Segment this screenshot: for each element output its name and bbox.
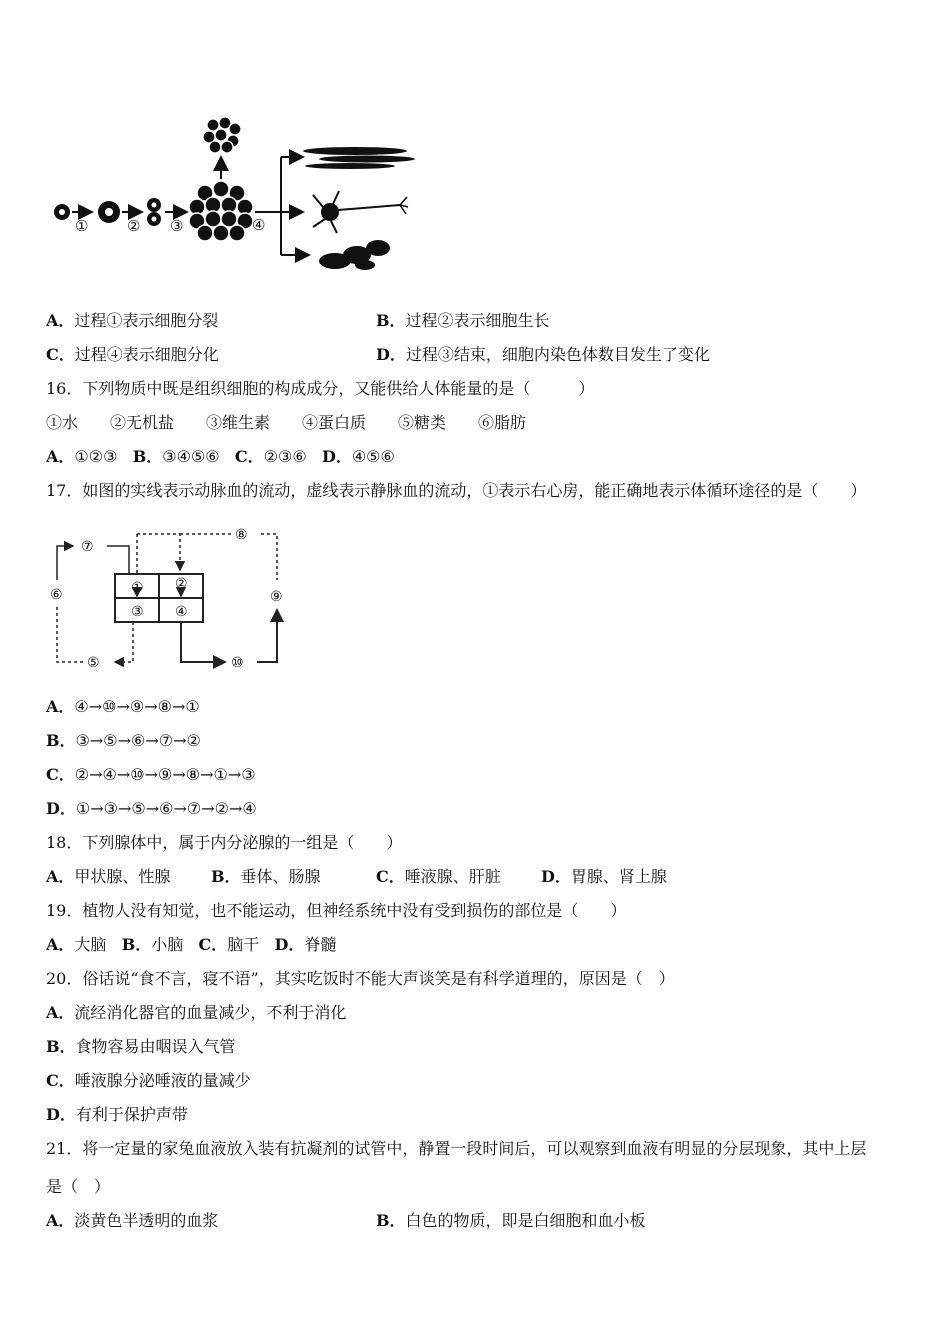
option-key: A． — [46, 935, 75, 954]
option-key: C． — [234, 447, 264, 466]
option-text: ③④⑤⑥ — [162, 447, 220, 466]
option-key: C． — [46, 765, 75, 784]
option-key: A． — [46, 311, 75, 330]
option-key: C． — [198, 935, 228, 954]
chamber-3-label: ③ — [131, 604, 144, 620]
neuron-icon — [313, 191, 408, 233]
option-text: 脑干 — [227, 935, 260, 954]
option-key: D． — [376, 345, 406, 364]
q18-stem: 18．下列腺体中，属于内分泌腺的一组是（ ） — [46, 833, 403, 852]
q19-option-a[interactable] — [46, 935, 106, 954]
option-text: 唾液腺、肝脏 — [404, 867, 501, 886]
option-text: 流经消化器官的血量减少，不利于消化 — [74, 1003, 347, 1022]
muscle-tissue-icon — [303, 147, 415, 169]
q18-option-c[interactable] — [376, 867, 501, 887]
option-key: B． — [211, 867, 241, 886]
option-text: 淡黄色半透明的血浆 — [74, 1211, 219, 1230]
option-key: B． — [376, 311, 406, 330]
vessel-9-label: ⑨ — [270, 589, 283, 605]
q16-option-b[interactable] — [133, 447, 220, 466]
q20-option-b[interactable] — [46, 1037, 236, 1057]
option-text: ①→③→⑤→⑥→⑦→②→④ — [75, 799, 257, 818]
option-key: A． — [46, 697, 75, 716]
option-text: 有利于保护声带 — [75, 1105, 188, 1124]
two-cells-icon — [147, 198, 161, 226]
option-key: C． — [376, 867, 405, 886]
q21-stem-line-1: 21．将一定量的家兔血液放入装有抗凝剂的试管中，静置一段时间后，可以观察到血液有明显的分层现象，其中上层 — [46, 1139, 867, 1158]
chamber-2-label: ② — [175, 576, 188, 592]
option-text: 大脑 — [74, 935, 107, 954]
q16-option-a[interactable] — [46, 447, 117, 466]
option-text: 甲状腺、性腺 — [74, 867, 171, 886]
option-text: ④→⑩→⑨→⑧→① — [74, 697, 200, 716]
q18-option-a[interactable] — [46, 867, 170, 887]
q17-option-b[interactable] — [46, 731, 201, 751]
single-cell-icon — [54, 204, 70, 220]
q15-option-c[interactable] — [46, 345, 219, 365]
q20-stem: 20．俗话说“食不言，寝不语”，其实吃饭时不能大声谈笑是有科学道理的，原因是（ ） — [46, 969, 675, 988]
option-key: D． — [46, 1105, 76, 1124]
q21-option-a[interactable] — [46, 1211, 218, 1231]
q17-option-d[interactable] — [46, 799, 257, 819]
option-key: D． — [321, 447, 352, 466]
option-key: A． — [46, 447, 75, 466]
tissue-cluster-icon — [203, 117, 241, 153]
vessel-7-label: ⑦ — [81, 539, 94, 555]
option-key: A． — [46, 1003, 75, 1022]
option-text: 食物容易由咽误入气管 — [75, 1037, 236, 1056]
option-key: D． — [46, 799, 76, 818]
option-text: ①②③ — [74, 447, 118, 466]
heart-chambers — [115, 574, 203, 622]
chamber-4-label: ④ — [175, 604, 188, 620]
q17-option-a[interactable] — [46, 697, 200, 717]
option-text: 过程①表示细胞分裂 — [74, 311, 219, 330]
q16-items: ①水 ②无机盐 ③维生素 ④蛋白质 ⑤糖类 ⑥脂肪 — [46, 413, 527, 432]
q15-option-a[interactable] — [46, 311, 218, 331]
option-text: 唾液腺分泌唾液的量减少 — [74, 1071, 251, 1090]
q15-option-b[interactable] — [376, 311, 550, 331]
q18-option-b[interactable] — [211, 867, 321, 887]
step-4-label: ④ — [252, 216, 266, 234]
q19-option-b[interactable] — [122, 935, 184, 954]
option-text: ③→⑤→⑥→⑦→② — [75, 731, 201, 750]
q16-options — [46, 447, 395, 467]
q20-option-d[interactable] — [46, 1105, 188, 1125]
q19-options — [46, 935, 336, 955]
q19-stem: 19．植物人没有知觉，也不能运动，但神经系统中没有受到损伤的部位是（ ） — [46, 901, 627, 920]
q20-option-a[interactable] — [46, 1003, 346, 1023]
option-text: 胃腺、肾上腺 — [570, 867, 667, 886]
option-text: 白色的物质，即是白细胞和血小板 — [405, 1211, 646, 1230]
option-text: 小脑 — [151, 935, 184, 954]
vessel-8-label: ⑧ — [235, 527, 248, 543]
q16-stem: 16．下列物质中既是组织细胞的构成成分，又能供给人体能量的是（ ） — [46, 379, 595, 398]
option-key: C． — [46, 1071, 75, 1090]
option-key: C． — [46, 345, 75, 364]
cell-process-figure — [45, 115, 425, 275]
step-1-label: ① — [75, 217, 89, 235]
cell-mass-icon — [189, 181, 253, 241]
option-key: B． — [121, 935, 152, 954]
q20-option-c[interactable] — [46, 1071, 251, 1091]
q19-option-d[interactable] — [275, 935, 337, 954]
chamber-1-label: ① — [131, 580, 144, 596]
option-text: ④⑤⑥ — [351, 447, 395, 466]
step-3-label: ③ — [170, 217, 184, 235]
q17-option-c[interactable] — [46, 765, 256, 785]
q15-option-d[interactable] — [376, 345, 710, 365]
option-text: 脊髓 — [304, 935, 337, 954]
q19-option-c[interactable] — [199, 935, 260, 954]
option-text: 过程④表示细胞分化 — [74, 345, 219, 364]
option-key: B． — [46, 731, 76, 750]
option-text: 过程③结束，细胞内染色体数目发生了变化 — [405, 345, 710, 364]
option-text: 过程②表示细胞生长 — [405, 311, 550, 330]
vessel-5-label: ⑤ — [87, 655, 100, 671]
q18-option-d[interactable] — [541, 867, 667, 887]
option-key: B． — [46, 1037, 76, 1056]
circulation-diagram — [45, 524, 295, 676]
grown-cell-icon — [98, 201, 120, 223]
q17-stem: 17．如图的实线表示动脉血的流动，虚线表示静脉血的流动，①表示右心房，能正确地表示体循环途径的是（ ） — [46, 481, 867, 500]
q16-option-d[interactable] — [322, 447, 395, 466]
option-key: D． — [541, 867, 571, 886]
step-2-label: ② — [127, 217, 141, 235]
option-key: B． — [376, 1211, 406, 1230]
q21-option-b[interactable] — [376, 1211, 646, 1231]
option-text: 垂体、肠腺 — [240, 867, 321, 886]
q16-option-c[interactable] — [235, 447, 307, 466]
connective-tissue-icon — [319, 240, 390, 270]
option-text: ②③⑥ — [263, 447, 307, 466]
q21-stem-line-2: 是（ ） — [46, 1177, 111, 1196]
option-key: A． — [46, 867, 75, 886]
option-key: D． — [274, 935, 305, 954]
option-key: B． — [132, 447, 163, 466]
vessel-10-label: ⑩ — [231, 655, 244, 671]
vessel-6-label: ⑥ — [50, 587, 63, 603]
option-text: ②→④→⑩→⑨→⑧→①→③ — [74, 765, 256, 784]
option-key: A． — [46, 1211, 75, 1230]
